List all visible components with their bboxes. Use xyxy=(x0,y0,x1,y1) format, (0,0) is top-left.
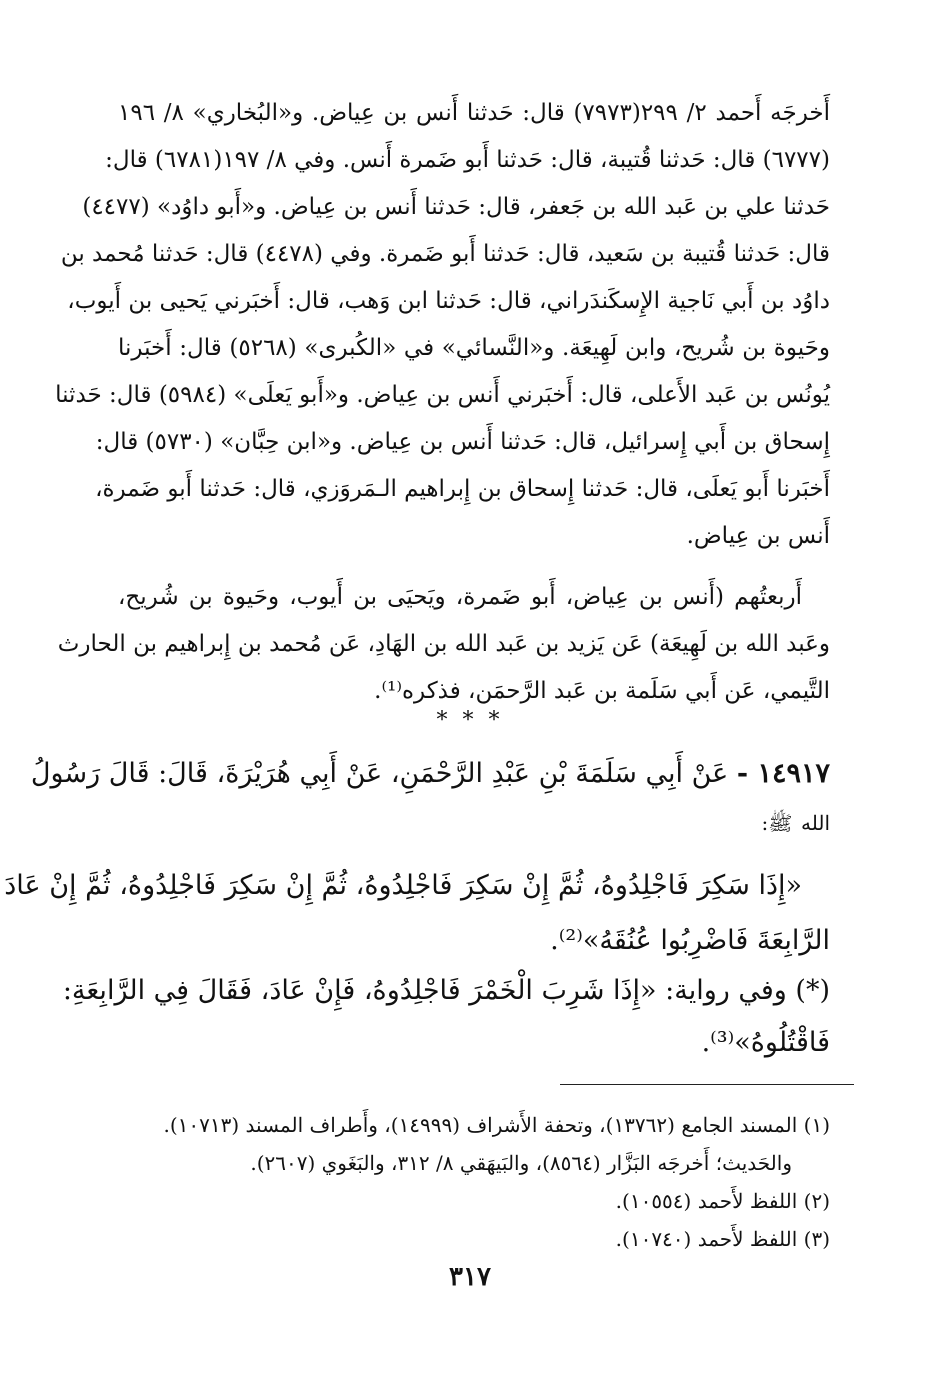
hadith-heading xyxy=(30,750,830,847)
matn-line: «إِذَا سَكِرَ فَاجْلِدُوهُ، ثُمَّ إِنْ سَكِرَ فَاجْلِدُوهُ، ثُمَّ إِنْ سَكِرَ فَاجْلِدُوهُ، ثُمَّ إِنْ عَادَ xyxy=(4,870,802,901)
hadith-isnad-line xyxy=(30,750,830,798)
page-number: ٣١٧ xyxy=(449,1262,491,1292)
footnote-line: والحَديث؛ أَخرجَه البَزَّار (٨٥٦٤)، والبَيهَقي ٨/ ٣١٢، والبَغَوي (٢٦٠٧). xyxy=(250,1151,792,1175)
riwaya-line: (*) وفي رواية: «إِذَا شَرِبَ الْخَمْرَ فَاجْلِدُوهُ، فَإِنْ عَادَ، فَقَالَ فِي الرَّابِعَةِ: xyxy=(62,975,830,1006)
takhrij-line: يُونُس بن عَبد الأَعلى، قال: أَخبَرني أَنس بن عِياض. و«أَبو يَعلَى» (٥٩٨٤) قال: حَدثنا xyxy=(55,382,830,408)
takhrij-line: حَدثنا علي بن عَبد الله بن جَعفر، قال: حَدثنا أَنس بن عِياض. و«أَبو داوُد» (٤٤٧٧) xyxy=(82,194,830,220)
takhrij-line: وحَيوة بن شُريح، وابن لَهِيعَة. و«النَّسائي» في «الكُبرى» (٥٢٦٨) قال: أَخبَرنا xyxy=(118,335,830,361)
salutation-glyph: ﷺ: xyxy=(761,811,793,835)
riwaya-line: فَاقْتُلُوهُ»⁽³⁾. xyxy=(701,1027,830,1058)
takhrij-paragraph xyxy=(55,90,831,560)
footnotes xyxy=(118,1106,830,1258)
footnote-line: (١) المسند الجامع (١٣٧٦٢)، وتحفة الأَشراف (١٤٩٩٩)، وأَطراف المسند (١٠٧١٣). xyxy=(163,1113,830,1137)
hadith-number: ١٤٩١٧ - xyxy=(736,758,830,789)
takhrij-line: إِسحاق بن أَبي إِسرائيل، قال: حَدثنا أَنس بن عِياض. و«ابن حِبَّان» (٥٧٣٠) قال: xyxy=(95,429,830,455)
footnote-line: (٢) اللفظ لأَحمد (١٠٥٥٤). xyxy=(615,1189,830,1213)
takhrij-line: داوُد بن أَبي نَاجية الإِسكَندَراني، قال: حَدثنا ابن وَهب، قال: أَخبَرني يَحيى بن أَيوب، xyxy=(67,288,830,314)
section-separator: * * * xyxy=(436,708,504,733)
narrators-paragraph xyxy=(57,574,830,715)
footnote-line: (٣) اللفظ لأَحمد (١٠٧٤٠). xyxy=(615,1227,830,1251)
takhrij-line: أَخبَرنا أَبو يَعلَى، قال: حَدثنا إِسحاق بن إِبراهيم الـمَروَزي، قال: حَدثنا أَبو ضَمرة، xyxy=(95,476,830,502)
narrators-line: التَّيمي، عَن أَبي سَلَمة بن عَبد الرَّحمَن، فذكره⁽¹⁾. xyxy=(374,678,830,704)
hadith-isnad-text: عَنْ أَبِي سَلَمَةَ بْنِ عَبْدِ الرَّحْمَنِ، عَنْ أَبِي هُرَيْرَةَ، قَالَ: قَالَ رَسُولُ xyxy=(30,758,729,789)
takhrij-line: قال: حَدثنا قُتيبة بن سَعيد، قال: حَدثنا أَبو ضَمرة. وفي (٤٤٧٨) قال: حَدثنا مُحمد بن xyxy=(60,241,830,267)
matn-line: الرَّابِعَةَ فَاضْرِبُوا عُنُقَهُ»⁽²⁾. xyxy=(550,925,830,956)
narrators-line: أَربعتُهم (أَنس بن عِياض، أَبو ضَمرة، ويَحيَى بن أَيوب، وحَيوة بن شُريح، xyxy=(118,584,802,610)
alternate-narration xyxy=(62,965,830,1069)
takhrij-line: (٦٧٧٧) قال: حَدثنا قُتيبة، قال: حَدثنا أَبو ضَمرة أَنس. وفي ٨/ ١٩٧(٦٧٨١) قال: xyxy=(105,147,830,173)
takhrij-line: أَخرجَه أَحمد ٢/ ٢٩٩(٧٩٧٣) قال: حَدثنا أَنس بن عِياض. و«البُخاري» ٨/ ١٩٦ xyxy=(118,100,831,126)
footnote-divider xyxy=(560,1084,854,1085)
takhrij-line: أَنس بن عِياض. xyxy=(686,523,830,549)
hadith-matn xyxy=(4,858,830,968)
narrators-line: وعَبد الله بن لَهِيعَة) عَن يَزيد بن عَبد الله بن الهَادِ، عَن مُحمد بن إِبراهيم بن الحارث xyxy=(57,631,830,657)
prophet-name: الله xyxy=(801,811,830,835)
hadith-isnad-line xyxy=(118,798,830,847)
